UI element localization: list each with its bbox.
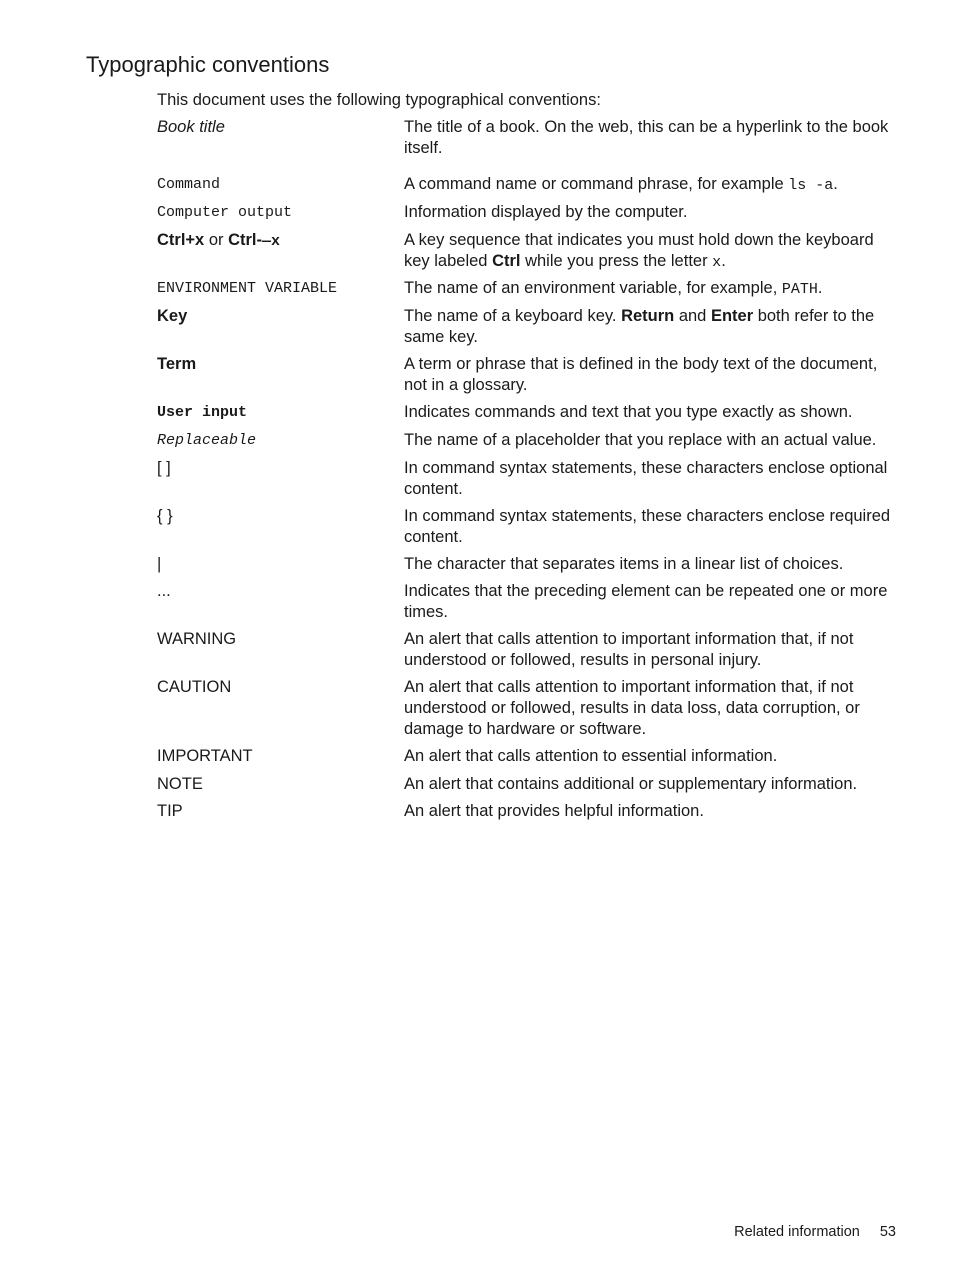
convention-row-replaceable: [157, 430, 902, 458]
term-ellipsis: ...: [157, 582, 171, 600]
desc-env-var-text: The name of an environment variable, for example,: [404, 279, 782, 297]
convention-row-book-title: [157, 117, 902, 174]
term-note: NOTE: [157, 775, 203, 793]
convention-row-computer-output: [157, 202, 902, 230]
convention-row-key: [157, 306, 902, 354]
convention-row-warning: [157, 629, 902, 677]
desc-env-var: [404, 278, 902, 300]
term-ctrl-x-b-mono: —x: [262, 233, 281, 250]
convention-row-pipe: [157, 554, 902, 581]
page-footer: [734, 1222, 896, 1242]
term-caution: CAUTION: [157, 678, 232, 696]
desc-brackets: In command syntax statements, these characters enclose optional content.: [404, 459, 888, 498]
term-important: IMPORTANT: [157, 747, 253, 765]
desc-ctrl-x-text: A key sequence that indicates you must hold down the keyboard key labeled: [404, 231, 874, 270]
term-brackets: [ ]: [157, 459, 171, 477]
desc-user-input: Indicates commands and text that you type exactly as shown.: [404, 403, 853, 421]
convention-row-ellipsis: [157, 581, 902, 629]
term-env-var: ENVIRONMENT VARIABLE: [157, 280, 338, 297]
term-key: Key: [157, 307, 188, 325]
conventions-list: [157, 117, 902, 829]
desc-ctrl-x: [404, 230, 902, 273]
desc-ctrl-x-mid: while you press the letter: [520, 252, 713, 270]
desc-term: A term or phrase that is defined in the body text of the document, not in a glossary.: [404, 355, 878, 394]
term-term: Term: [157, 355, 197, 373]
term-ctrl-x-b: Ctrl-: [228, 231, 262, 249]
desc-key-mid: and: [674, 307, 711, 325]
convention-row-caution: [157, 677, 902, 746]
desc-key-text: The name of a keyboard key.: [404, 307, 622, 325]
term-replaceable: Replaceable: [157, 432, 257, 449]
desc-env-var-end: .: [817, 279, 823, 297]
convention-row-env-var: [157, 278, 902, 306]
convention-row-ctrl-x: [157, 230, 902, 278]
desc-command-code: ls -a: [788, 177, 834, 194]
desc-pipe: The character that separates items in a linear list of choices.: [404, 555, 844, 573]
desc-env-var-code: PATH: [781, 281, 818, 298]
convention-row-command: [157, 174, 902, 202]
desc-key-enter: Enter: [710, 307, 754, 325]
term-book-title: Book title: [157, 118, 225, 136]
desc-braces: In command syntax statements, these characters enclose required content.: [404, 507, 891, 546]
term-command: Command: [157, 176, 221, 193]
convention-row-user-input: [157, 402, 902, 430]
desc-caution: An alert that calls attention to important information that, if not understood or followed, results in data loss, data corruption, or damage to hardware or software.: [404, 678, 860, 738]
desc-tip: An alert that provides helpful information.: [404, 802, 704, 820]
term-braces: { }: [157, 507, 173, 525]
term-computer-output: Computer output: [157, 204, 293, 221]
convention-row-brackets: [157, 458, 902, 506]
footer-section-name: Related information: [734, 1224, 860, 1240]
term-user-input: User input: [157, 404, 248, 421]
convention-row-braces: [157, 506, 902, 554]
desc-ellipsis: Indicates that the preceding element can be repeated one or more times.: [404, 582, 888, 621]
desc-command: [404, 174, 902, 196]
desc-computer-output: Information displayed by the computer.: [404, 203, 688, 221]
desc-book-title: The title of a book. On the web, this can be a hyperlink to the book itself.: [404, 118, 889, 157]
term-tip: TIP: [157, 802, 183, 820]
desc-important: An alert that calls attention to essential information.: [404, 747, 778, 765]
term-pipe: |: [157, 555, 162, 573]
desc-ctrl-x-end: .: [721, 252, 726, 270]
desc-command-end: .: [833, 175, 838, 193]
convention-row-note: [157, 774, 902, 801]
desc-ctrl-x-code: x: [712, 254, 722, 271]
desc-command-text: A command name or command phrase, for example: [404, 175, 789, 193]
term-warning: WARNING: [157, 630, 237, 648]
convention-row-important: [157, 746, 902, 774]
desc-note: An alert that contains additional or supplementary information.: [404, 775, 858, 793]
term-ctrl-x: [157, 230, 404, 252]
desc-key-end: both refer to the same key.: [404, 307, 875, 346]
term-ctrl-x-a: Ctrl+x: [157, 231, 205, 249]
convention-row-term: [157, 354, 902, 402]
term-ctrl-x-or: or: [204, 231, 229, 249]
convention-row-tip: [157, 801, 902, 829]
desc-replaceable: The name of a placeholder that you replace with an actual value.: [404, 431, 877, 449]
section-title: Typographic conventions: [86, 52, 330, 77]
desc-key-return: Return: [621, 307, 675, 325]
desc-warning: An alert that calls attention to important information that, if not understood or followed, results in personal injury.: [404, 630, 854, 669]
page-number: 53: [879, 1224, 896, 1240]
intro-text: This document uses the following typographical conventions:: [157, 91, 601, 109]
desc-key: [404, 306, 902, 348]
desc-ctrl-x-bold: Ctrl: [492, 252, 521, 270]
